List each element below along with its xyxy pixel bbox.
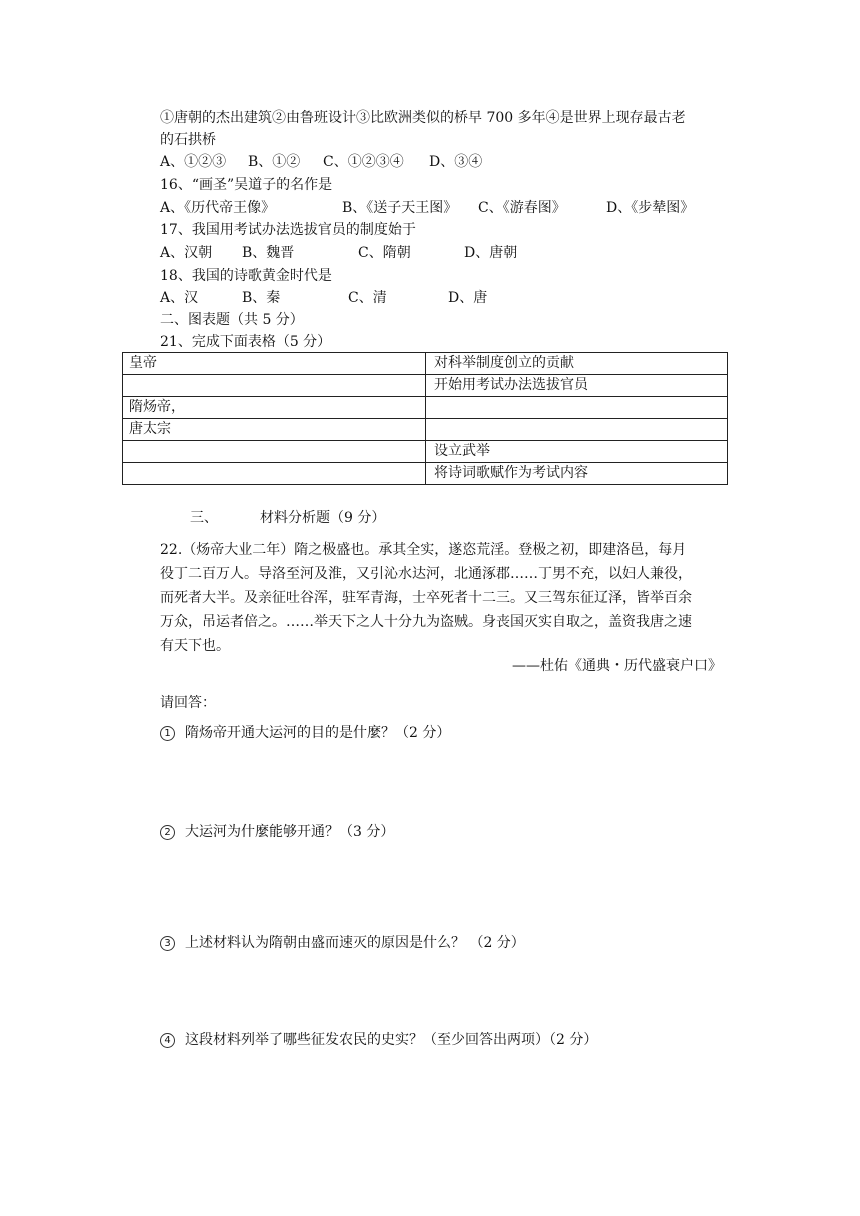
q18-options	[160, 288, 487, 308]
question-4	[160, 1030, 597, 1050]
question-3	[160, 933, 525, 953]
option-d: D、③④	[429, 154, 483, 170]
table-cell-contribution: 设立武举	[426, 441, 728, 463]
table-row	[123, 419, 728, 441]
material-line: 役丁二百万人。导洛至河及淮，又引沁水达河，北通涿郡……丁男不充，以妇人兼役，	[160, 566, 692, 582]
option-d: D、唐	[448, 290, 488, 306]
option-c: C、隋朝	[358, 245, 411, 261]
material-passage	[160, 538, 736, 658]
keju-table	[122, 352, 728, 485]
table-row	[123, 441, 728, 463]
q17-options	[160, 243, 517, 263]
material-source: ——杜佑《通典・历代盛衰户口》	[512, 658, 722, 674]
option-b: B、①②	[248, 154, 301, 170]
option-a: A、汉	[160, 290, 199, 306]
option-a: A、①②③	[160, 154, 227, 170]
table-cell-emperor[interactable]	[123, 463, 426, 485]
material-line: 22.（炀帝大业二年）隋之极盛也。承其全实，遂恣荒淫。登极之初，即建洛邑，每月	[160, 542, 687, 558]
table-row	[123, 397, 728, 419]
option-b: B、魏晋	[242, 245, 295, 261]
table-cell-contribution[interactable]	[426, 397, 728, 419]
question-number-circle: 1	[160, 726, 175, 741]
option-a: A、《历代帝王像》	[160, 200, 276, 216]
question-text: 隋炀帝开通大运河的目的是什麼？（2 分）	[185, 725, 451, 741]
option-c: C、《游春图》	[478, 200, 566, 216]
q21-stem: 21、完成下面表格（5 分）	[160, 334, 332, 350]
option-a: A、汉朝	[160, 245, 213, 261]
q16-stem: 16、“画圣”吴道子的名作是	[160, 177, 333, 193]
material-line: 万众，吊运者倍之。……举天下之人十分九为盗贼。身丧国灭实自取之，盖资我唐之速	[160, 614, 692, 630]
table-row	[123, 463, 728, 485]
table-cell-emperor: 隋炀帝，	[123, 397, 426, 419]
table-cell-contribution[interactable]	[426, 419, 728, 441]
table-cell-emperor: 唐太宗	[123, 419, 426, 441]
question-1	[160, 723, 450, 743]
intro-options	[160, 152, 482, 172]
table-cell-contribution: 开始用考试办法选拔官员	[426, 375, 728, 397]
material-line: 有天下也。	[160, 638, 230, 654]
option-d: D、唐朝	[464, 245, 518, 261]
question-text: 这段材料列举了哪些征发农民的史实？（至少回答出两项）（2 分）	[185, 1032, 598, 1048]
intro-line-1: ①唐朝的杰出建筑②由鲁班设计③比欧洲类似的桥早 700 多年④是世界上现存最古老	[160, 110, 686, 126]
question-text: 上述材料认为隋朝由盛而速灭的原因是什么？ （2 分）	[185, 935, 525, 951]
option-c: C、清	[348, 290, 387, 306]
section-2-heading: 二、图表题（共 5 分）	[160, 312, 304, 328]
table-header-contribution: 对科举制度创立的贡献	[426, 353, 728, 375]
table-cell-emperor[interactable]	[123, 375, 426, 397]
intro-line-2: 的石拱桥	[160, 132, 216, 148]
option-b: B、秦	[242, 290, 281, 306]
table-cell-emperor[interactable]	[123, 441, 426, 463]
table-header-emperor: 皇帝	[123, 353, 426, 375]
q16-options	[160, 198, 694, 218]
option-b: B、《送子天王图》	[342, 200, 458, 216]
table-header-row	[123, 353, 728, 375]
question-number-circle: 3	[160, 936, 175, 951]
table-row	[123, 375, 728, 397]
question-number-circle: 4	[160, 1033, 175, 1048]
section-3-number: 三、	[190, 510, 218, 526]
q17-stem: 17、我国用考试办法选拔官员的制度始于	[160, 222, 416, 238]
q18-stem: 18、我国的诗歌黄金时代是	[160, 268, 332, 284]
option-c: C、①②③④	[323, 154, 404, 170]
table-cell-contribution: 将诗词歌赋作为考试内容	[426, 463, 728, 485]
section-3-title: 材料分析题（9 分）	[260, 510, 386, 526]
question-text: 大运河为什麼能够开通？（3 分）	[185, 824, 395, 840]
option-d: D、《步辇图》	[606, 200, 695, 216]
section-3-heading	[190, 508, 385, 528]
material-line: 而死者大半。及亲征吐谷浑，驻军青海，士卒死者十二三。又三驾东征辽泽，皆举百余	[160, 590, 692, 606]
question-number-circle: 2	[160, 825, 175, 840]
question-2	[160, 822, 394, 842]
answer-prompt: 请回答：	[160, 695, 216, 711]
